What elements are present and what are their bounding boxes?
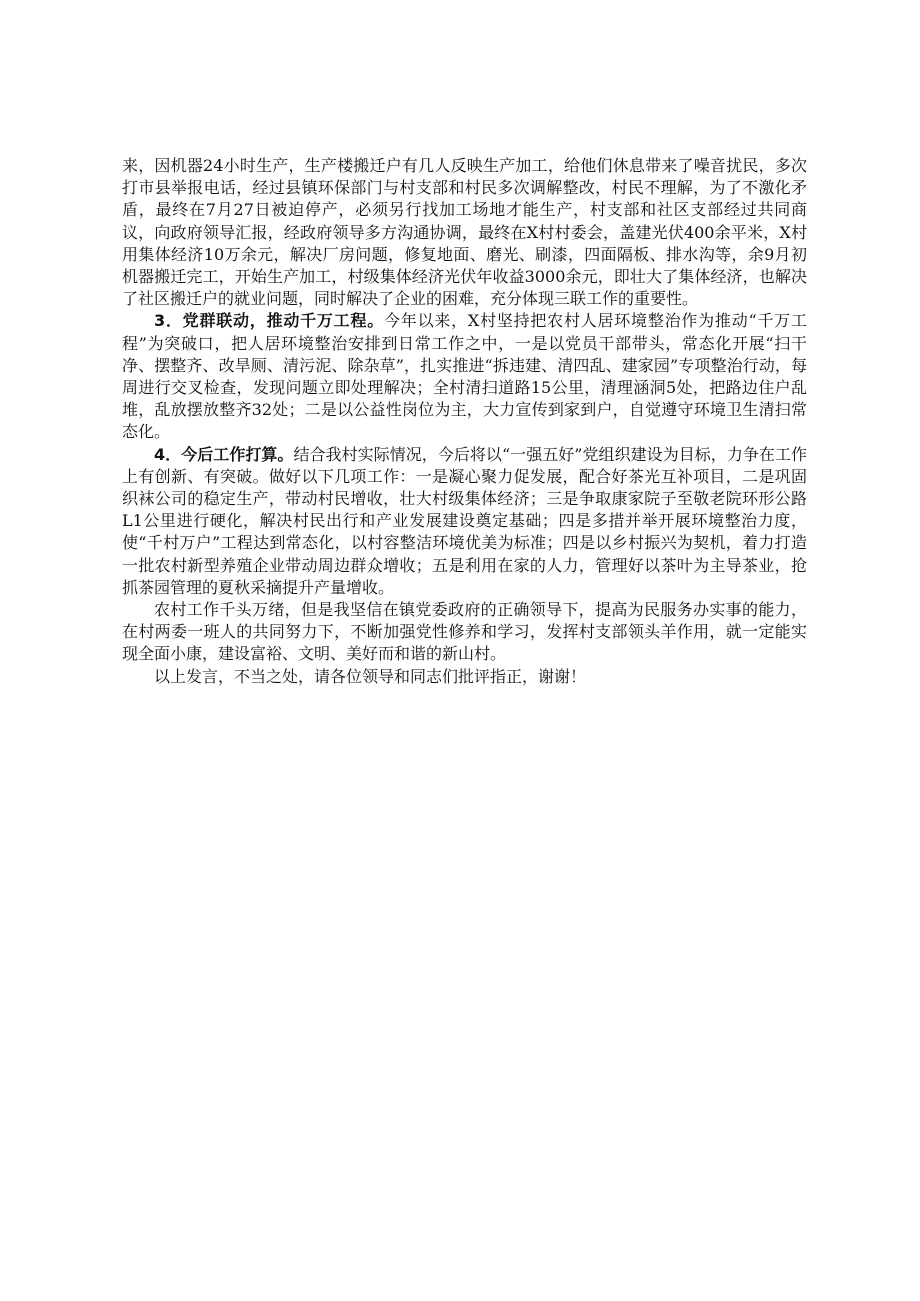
paragraph-conclusion: 农村工作千头万绪，但是我坚信在镇党委政府的正确领导下，提高为民服务办实事的能力，在村两委一班人的共同努力下，不断加强党性修养和学习，发挥村支部领头羊作用，就一定能实现全面小康，建设富裕、文明、美好而和谐的新山村。 xyxy=(122,600,807,664)
section-4-heading: 4．今后工作打算。 xyxy=(154,444,294,464)
paragraph-section-4 xyxy=(122,444,807,599)
section-4-body: 结合我村实际情况，今后将以“一强五好”党组织建设为目标，力争在工作上有创新、有突破。做好以下几项工作：一是凝心聚力促发展，配合好茶光互补项目，二是巩固织袜公司的稳定生产，带动村民增收，壮大村级集体经济；三是争取康家院子至敬老院环形公路L1公里进行硬化，解决村民出行和产业发展建设奠定基础；四是多措并举开展环境整治力度，使“千村万户”工程达到常态化，以村容整洁环境优美为标准；四是以乡村振兴为契机，着力打造一批农村新型养殖企业带动周边群众增收；五是利用在家的人力，管理好以茶叶为主导茶业，抢抓茶园管理的夏秋采摘提升产量增收。 xyxy=(122,444,807,597)
paragraph-closing: 以上发言，不当之处，请各位领导和同志们批评指正，谢谢！ xyxy=(154,666,587,686)
paragraph-continuation: 来，因机器24小时生产，生产楼搬迁户有几人反映生产加工，给他们休息带来了噪音扰民，多次打市县举报电话，经过县镇环保部门与村支部和村民多次调解整改，村民不理解，为了不激化矛盾，最终在7月27日被迫停产，必须另行找加工场地才能生产，村支部和社区支部经过共同商议，向政府领导汇报，经政府领导多方沟通协调，最终在X村村委会，盖建光伏400余平米，X村用集体经济10万余元，解决厂房问题，修复地面、磨光、刷漆，四面隔板、排水沟等，余9月初机器搬迁完工，开始生产加工，村级集体经济光伏年收益3000余元，即壮大了集体经济，也解决了社区搬迁户的就业问题，同时解决了企业的困难，充分体现三联工作的重要性。 xyxy=(122,156,807,309)
section-3-body: 今年以来，X村坚持把农村人居环境整治作为推动“千万工程”为突破口，把人居环境整治安排到日常工作之中，一是以党员干部带头，常态化开展“扫干净、摆整齐、改旱厕、清污泥、除杂草”，扎实推进“拆违建、清四乱、建家园”专项整治行动，每周进行交叉检查，发现问题立即处理解决；全村清扫道路15公里，清理涵洞5处，把路边住户乱堆，乱放摆放整齐32处；二是以公益性岗位为主，大力宣传到家到户，自觉遵守环境卫生清扫常态化。 xyxy=(122,311,807,442)
section-3-heading: 3．党群联动，推动千万工程。 xyxy=(154,311,385,331)
paragraph-section-3 xyxy=(122,310,807,443)
document-body xyxy=(122,155,807,688)
